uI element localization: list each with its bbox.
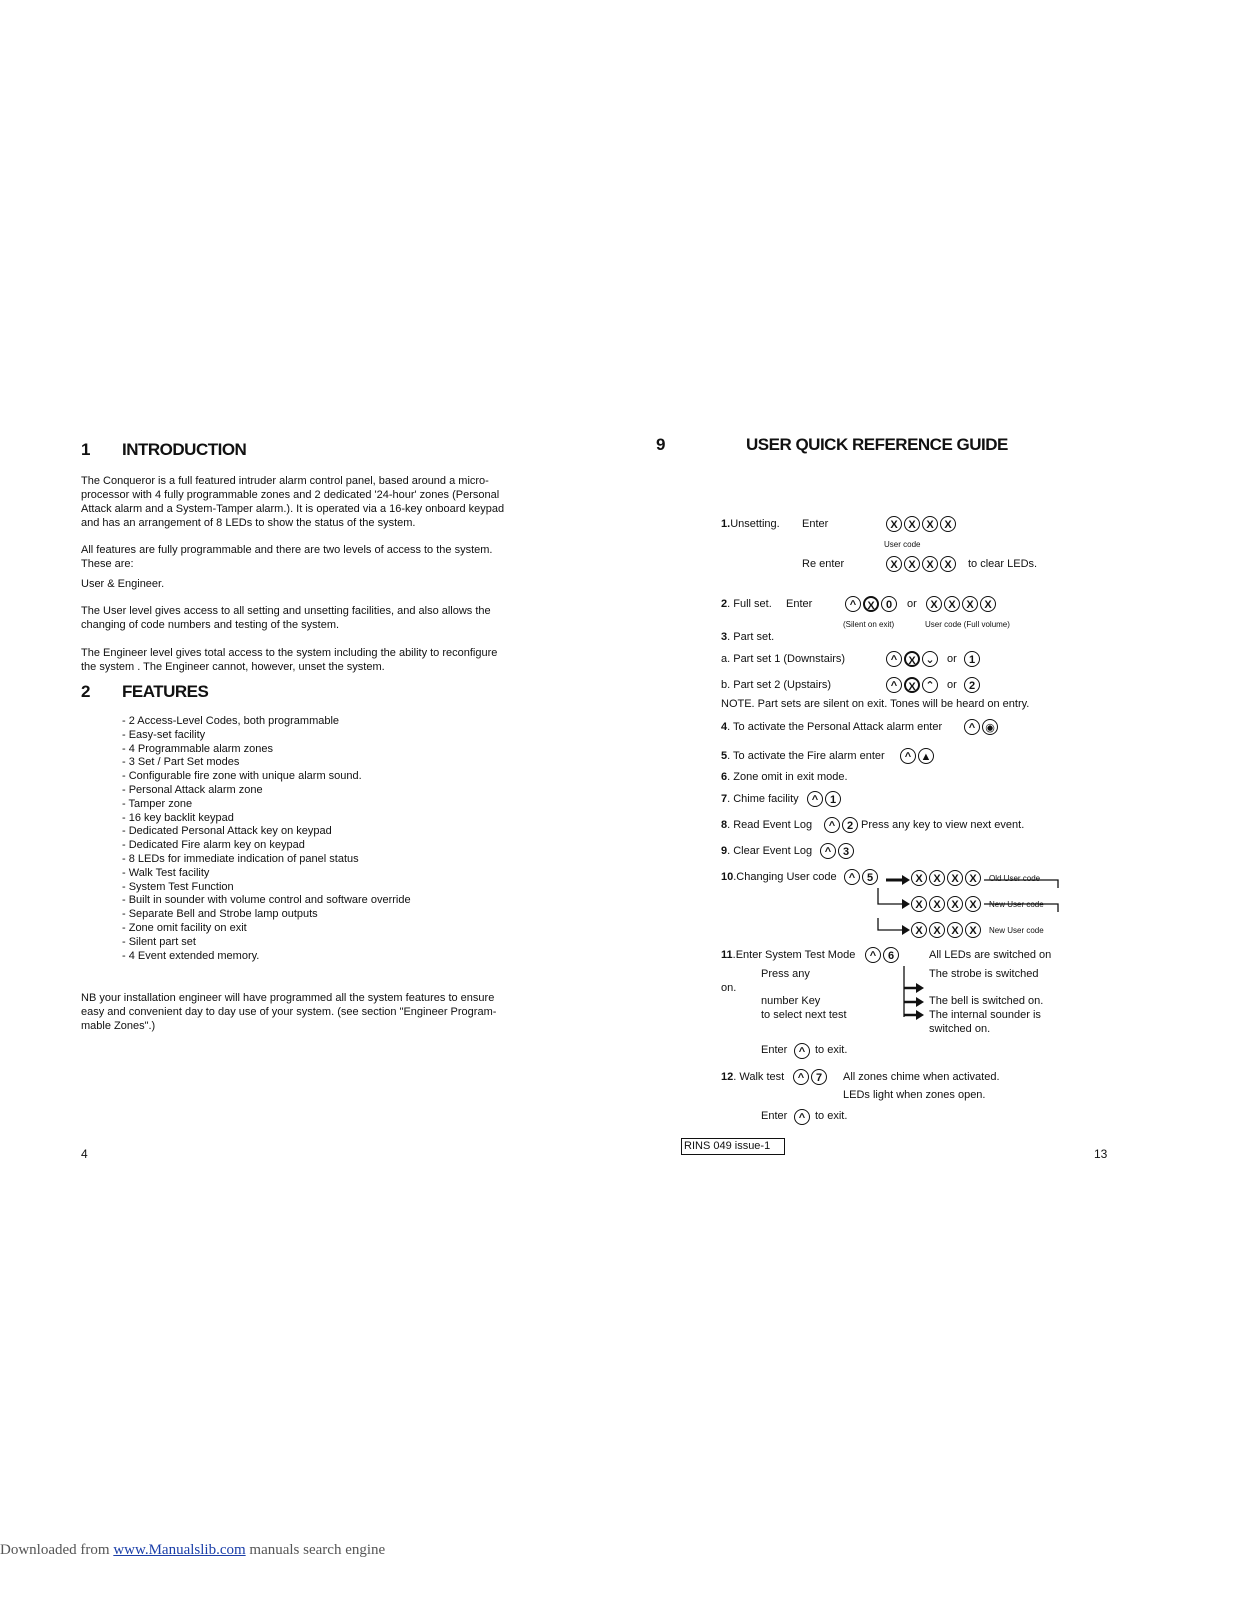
test-result-4: The internal sounder is (929, 1009, 1041, 1021)
user-code-keys (926, 595, 998, 613)
six-key-icon: 6 (883, 947, 899, 963)
list-item: - 4 Event extended memory. (122, 949, 260, 962)
digit-key-icon: X (904, 556, 920, 572)
or-label: or (947, 653, 957, 665)
old-code-keys (911, 869, 983, 887)
digit-key-icon: X (926, 596, 942, 612)
list-item: - Separate Bell and Strobe lamp outputs (122, 908, 318, 921)
select-next-test-text: to select next test (761, 1009, 847, 1021)
digit-key-icon: X (911, 870, 927, 886)
list-item: - 16 key backlit keypad (122, 811, 234, 824)
list-item: - Built in sounder with volume control and software override (122, 894, 411, 907)
to-exit-text: to exit. (815, 1110, 848, 1122)
digit-key-icon: X (904, 651, 920, 667)
digit-key-icon: X (947, 870, 963, 886)
set-key-icon: ^ (865, 947, 881, 963)
digit-key-icon: X (965, 870, 981, 886)
set-key-icon: ^ (824, 817, 840, 833)
set-key-icon: ^ (964, 719, 980, 735)
silent-on-exit-caption: (Silent on exit) (843, 620, 895, 629)
seven-key-icon: 7 (811, 1069, 827, 1085)
intro-paragraph-4: The User level gives access to all setting and unsetting facilities, and also allows the changing of code numbers and testing of the system. (81, 605, 491, 631)
item-7: 7. Chime facility (721, 793, 799, 805)
set-key-icon: ^ (793, 1069, 809, 1085)
list-item: - Tamper zone (122, 797, 193, 810)
digit-key-icon: X (980, 596, 996, 612)
full-set-keys (845, 595, 899, 613)
section-1-number: 1 (81, 440, 90, 459)
walk-test-keys (793, 1068, 829, 1086)
test-result-2: The strobe is switched (929, 968, 1039, 980)
list-item: - Dedicated Fire alarm key on keypad (122, 839, 305, 852)
item-11: 11.Enter System Test Mode (721, 949, 856, 961)
digit-key-icon: X (947, 896, 963, 912)
digit-key-icon: X (940, 516, 956, 532)
personal-attack-key-icon: ◉ (982, 719, 998, 735)
digit-key-icon: X (944, 596, 960, 612)
digit-key-icon: X (911, 922, 927, 938)
digit-key-icon: X (922, 516, 938, 532)
press-any-text: Press any (761, 968, 810, 980)
digit-key-icon: X (929, 896, 945, 912)
walk-test-result-2: LEDs light when zones open. (843, 1089, 986, 1101)
set-key-icon: ^ (794, 1042, 812, 1060)
item-8: 8. Read Event Log (721, 819, 813, 831)
on-text: on. (721, 982, 737, 994)
page-number-left: 4 (81, 1147, 88, 1161)
list-item: - 4 Programmable alarm zones (122, 742, 274, 755)
test-result-3: The bell is switched on. (929, 995, 1044, 1007)
item-5: 5. To activate the Fire alarm enter (721, 750, 885, 762)
user-code-caption: User code (884, 540, 921, 549)
item-2: 2. Full set. (721, 598, 772, 610)
enter-label: Enter (786, 598, 813, 610)
intro-paragraph-5: The Engineer level gives total access to the system including the ability to reconfigure the system . The Engineer cannot, however, unset the system. (81, 647, 498, 673)
intro-paragraph-2: All features are fully programmable and there are two levels of access to the system. These are: (81, 544, 493, 570)
digit-key-icon: X (922, 556, 938, 572)
list-item: - 8 LEDs for immediate indication of panel status (122, 852, 359, 865)
quick-reference-title: USER QUICK REFERENCE GUIDE (746, 435, 1008, 454)
walk-test-result-1: All zones chime when activated. (843, 1071, 1000, 1083)
item-6: 6. Zone omit in exit mode. (721, 771, 848, 783)
page-number-right: 13 (1094, 1147, 1108, 1161)
list-item: - Configurable fire zone with unique alarm sound. (122, 770, 362, 783)
document-reference-box: RINS 049 issue-1 (681, 1138, 785, 1155)
list-item: - Personal Attack alarm zone (122, 783, 263, 796)
enter-label: Enter (761, 1110, 788, 1122)
intro-paragraph-1: The Conqueror is a full featured intruder alarm control panel, based around a micro- processor with 4 fully programmable zones and 2 dedicated '24-hour' zones (Personal Attack alarm and a System-Tamper alarm.). It is operated via a 16-key onboard keypad and has an arrangement of 8 LEDs to show the status of the system. (81, 475, 505, 529)
list-item: - Dedicated Personal Attack key on keypad (122, 825, 332, 838)
intro-paragraph-3: User & Engineer. (81, 578, 165, 590)
clear-log-keys (820, 842, 856, 860)
set-key-icon: ^ (886, 651, 902, 667)
one-key-icon: 1 (825, 791, 841, 807)
new-user-code-caption: New User code (989, 900, 1044, 909)
old-user-code-caption: Old User code (989, 874, 1041, 883)
manualslib-link[interactable]: www.Manualslib.com (113, 1542, 246, 1558)
digit-key-icon: X (929, 922, 945, 938)
user-code-keys (886, 515, 958, 533)
personal-attack-keys (964, 718, 1000, 736)
set-key-icon: ^ (820, 843, 836, 859)
test-result-1: All LEDs are switched on (929, 949, 1052, 961)
list-item: - 2 Access-Level Codes, both programmable (122, 715, 340, 727)
section-2-title: FEATURES (122, 682, 209, 701)
or-label: or (907, 598, 917, 610)
one-key-icon: 1 (964, 650, 982, 668)
full-volume-caption: User code (Full volume) (925, 620, 1010, 629)
five-key-icon: 5 (862, 869, 878, 885)
list-item: - Walk Test facility (122, 866, 210, 879)
new-user-code-caption: New User code (989, 926, 1044, 935)
list-item: - Silent part set (122, 935, 196, 948)
down-key-icon: ⌄ (922, 651, 938, 667)
to-exit-text: to exit. (815, 1044, 848, 1056)
download-footer: Downloaded from www.Manualslib.com manuals search engine (0, 1542, 386, 1558)
section-1-title: INTRODUCTION (122, 440, 247, 459)
features-list (122, 715, 411, 963)
set-key-icon: ^ (807, 791, 823, 807)
set-key-icon: ^ (845, 596, 861, 612)
digit-key-icon: X (904, 516, 920, 532)
change-code-keys (844, 868, 880, 886)
two-key-icon: 2 (964, 676, 982, 694)
chime-keys (807, 790, 843, 808)
up-key-icon: ⌃ (922, 677, 938, 693)
read-log-instruction: Press any key to view next event. (861, 819, 1025, 831)
test-result-5: switched on. (929, 1023, 991, 1035)
part-set-1-label: a. Part set 1 (Downstairs) (721, 653, 846, 665)
three-key-icon: 3 (838, 843, 854, 859)
clear-leds-text: to clear LEDs. (968, 558, 1038, 570)
re-enter-label: Re enter (802, 558, 845, 570)
read-log-keys (824, 816, 860, 834)
number-key-text: number Key (761, 995, 821, 1007)
fire-alarm-keys (900, 747, 936, 765)
item-1: 1.Unsetting. (721, 518, 780, 530)
list-item: - 3 Set / Part Set modes (122, 756, 240, 769)
digit-key-icon: X (947, 922, 963, 938)
or-label: or (947, 679, 957, 691)
digit-key-icon: X (911, 896, 927, 912)
digit-key-icon: X (940, 556, 956, 572)
nb-paragraph: NB your installation engineer will have programmed all the system features to ensure easy and convenient day to day use of your system. (see section "Engineer Program- mable Zones".) (81, 992, 497, 1032)
new-code-keys (911, 895, 983, 913)
user-code-keys (886, 555, 958, 573)
list-item: - Easy-set facility (122, 728, 206, 741)
set-key-icon: ^ (886, 677, 902, 693)
enter-label: Enter (761, 1044, 788, 1056)
digit-key-icon: X (965, 922, 981, 938)
list-item: - System Test Function (122, 880, 234, 893)
digit-key-icon: X (929, 870, 945, 886)
two-key-icon: 2 (842, 817, 858, 833)
item-9: 9. Clear Event Log (721, 845, 813, 857)
part-set-2-keys (886, 676, 940, 694)
confirm-code-keys (911, 921, 983, 939)
system-test-keys (865, 946, 901, 964)
enter-label: Enter (802, 518, 829, 530)
list-item: - Zone omit facility on exit (122, 921, 247, 934)
fire-key-icon: ▲ (918, 748, 934, 764)
digit-key-icon: X (965, 896, 981, 912)
set-key-icon: ^ (900, 748, 916, 764)
section-2-number: 2 (81, 682, 90, 701)
digit-key-icon: X (886, 556, 902, 572)
digit-key-icon: X (863, 596, 879, 612)
section-9-number: 9 (656, 435, 665, 454)
digit-key-icon: X (886, 516, 902, 532)
test-flow-arrows (898, 960, 928, 1022)
item-4: 4. To activate the Personal Attack alarm enter (721, 721, 943, 733)
part-set-2-label: b. Part set 2 (Upstairs) (721, 679, 832, 691)
part-set-1-keys (886, 650, 940, 668)
item-10: 10.Changing User code (721, 871, 837, 883)
digit-key-icon: X (962, 596, 978, 612)
item-3: 3. Part set. (721, 631, 775, 643)
part-set-note: NOTE. Part sets are silent on exit. Tones will be heard on entry. (721, 698, 1030, 710)
set-key-icon: ^ (844, 869, 860, 885)
item-12: 12. Walk test (721, 1071, 785, 1083)
set-key-icon: ^ (794, 1108, 812, 1126)
zero-key-icon: 0 (881, 596, 897, 612)
digit-key-icon: X (904, 677, 920, 693)
